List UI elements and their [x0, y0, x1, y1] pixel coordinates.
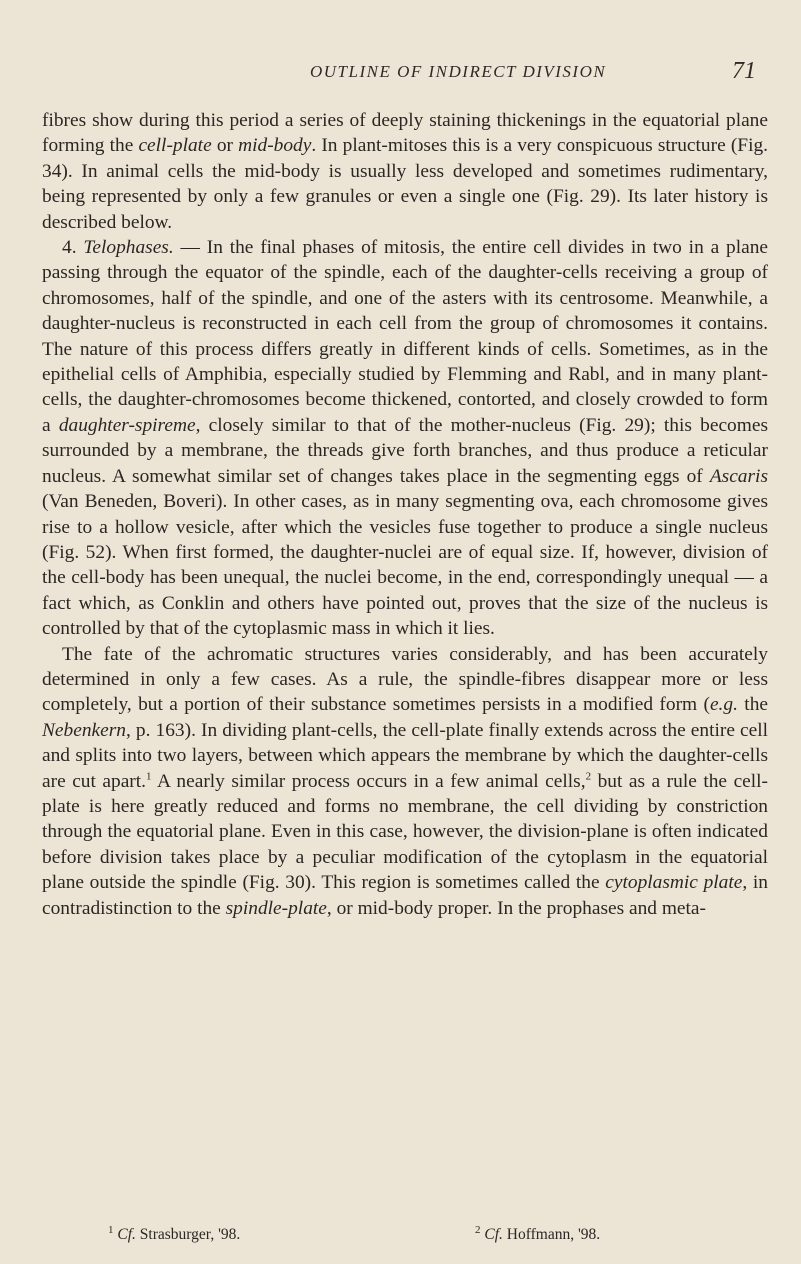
- running-head: OUTLINE OF INDIRECT DIVISION: [310, 62, 607, 81]
- body-text: [42, 108, 768, 921]
- text-segment: spindle-plate: [225, 897, 327, 919]
- text-segment: but as a rule the cell-plate is here greatly reduced and forms no membrane, the cell dividing by constriction through the equatorial plane. Even in this case, however, the division-plane is often indicated before division takes place by a peculiar modification of the cytoplasm in the equatorial plane outside the spindle (Fig. 30). This region is sometimes called the: [42, 770, 769, 894]
- text-segment: The fate of the achromatic structures varies considerably, and has been accurately determined in only a few cases. As a rule, the spindle-fibres disappear more or less completely, but a portion of their substance sometimes persists in a modified form (: [42, 643, 768, 716]
- footnotes: [108, 1223, 768, 1244]
- footnote-1: $^1$ Cf. Strasburger, '98.: [108, 1223, 241, 1243]
- footnote-2: $^2$ Cf. Hoffmann, '98.: [475, 1223, 601, 1243]
- text-segment: fibres show during this period a series of deeply staining thickenings in the equatorial plane forming the: [42, 110, 768, 157]
- paragraph-continuation: [42, 108, 768, 235]
- text-segment: , or mid-body proper. In the prophases and meta-: [326, 897, 706, 919]
- text-segment: e.g.: [709, 694, 738, 716]
- text-segment: cell-plate: [138, 135, 212, 157]
- text-segment: — In the final phases of mitosis, the entire cell divides in two in a plane passing through the equator of the spindle, each of the daughter-cells receiving a group of chromosomes, half of the spindle, and one of the asters with its centrosome. Meanwhile, a daughter-nucleus is reconstructed in each cell from the group of chromosomes it contains. The nature of this process differs greatly in different kinds of cells. Sometimes, as in the epithelial cells of Amphibia, especially studied by Flemming and Rabl, and in many plant-cells, the daughter-chromosomes become thickened, contorted, and closely crowded to form a: [42, 237, 768, 436]
- text-segment: , in contradistinction to the: [42, 872, 768, 919]
- paragraph-achromatic-structures: [42, 642, 768, 921]
- text-segment: 4.: [62, 237, 84, 259]
- text-segment: (Van Beneden, Boveri). In other cases, as in many segmenting ova, each chromosome gives rise to a hollow vesicle, after which the vesicles fuse together to produce a single nucleus (Fig. 52). When first formed, the daughter-nuclei are of equal size. If, however, division of the cell-body has been unequal, the nuclei become, in the end, correspondingly unequal — a fact which, as Conklin and others have pointed out, proves that the size of the nucleus is controlled by that of the cytoplasmic mass in which it lies.: [42, 491, 768, 640]
- text-segment: A nearly similar process occurs in a few animal cells,: [151, 770, 586, 792]
- paragraph-telophases: [42, 235, 768, 642]
- text-segment: or: [211, 135, 239, 157]
- text-segment: 2: [585, 770, 592, 783]
- text-segment: the: [737, 694, 768, 716]
- text-segment: . In plant-mitoses this is a very conspicuous structure (Fig. 34). In animal cells the mid-body is usually less developed and sometimes rudimentary, being represented by only a few granules or even a single one (Fig. 29). Its later history is described below.: [42, 135, 768, 233]
- text-segment: daughter-spireme: [58, 414, 196, 436]
- text-segment: , closely similar to that of the mother-nucleus (Fig. 29); this becomes surrounded by a membrane, the threads give forth branches, and thus produce a reticular nucleus. A somewhat similar set of changes takes place in the segmenting eggs of: [42, 414, 768, 487]
- text-segment: 1: [146, 770, 152, 783]
- text-segment: mid-body: [238, 135, 312, 157]
- text-segment: cytoplasmic plate: [605, 872, 743, 894]
- text-segment: Telophases.: [83, 237, 174, 259]
- text-segment: Ascaris: [709, 465, 768, 487]
- page-number: 71: [732, 58, 756, 84]
- text-segment: , p. 163). In dividing plant-cells, the cell-plate finally extends across the entire cell and splits into two layers, between which appears the membrane by which the daughter-cells are cut apart.: [42, 719, 768, 792]
- text-segment: Nebenkern: [42, 719, 126, 741]
